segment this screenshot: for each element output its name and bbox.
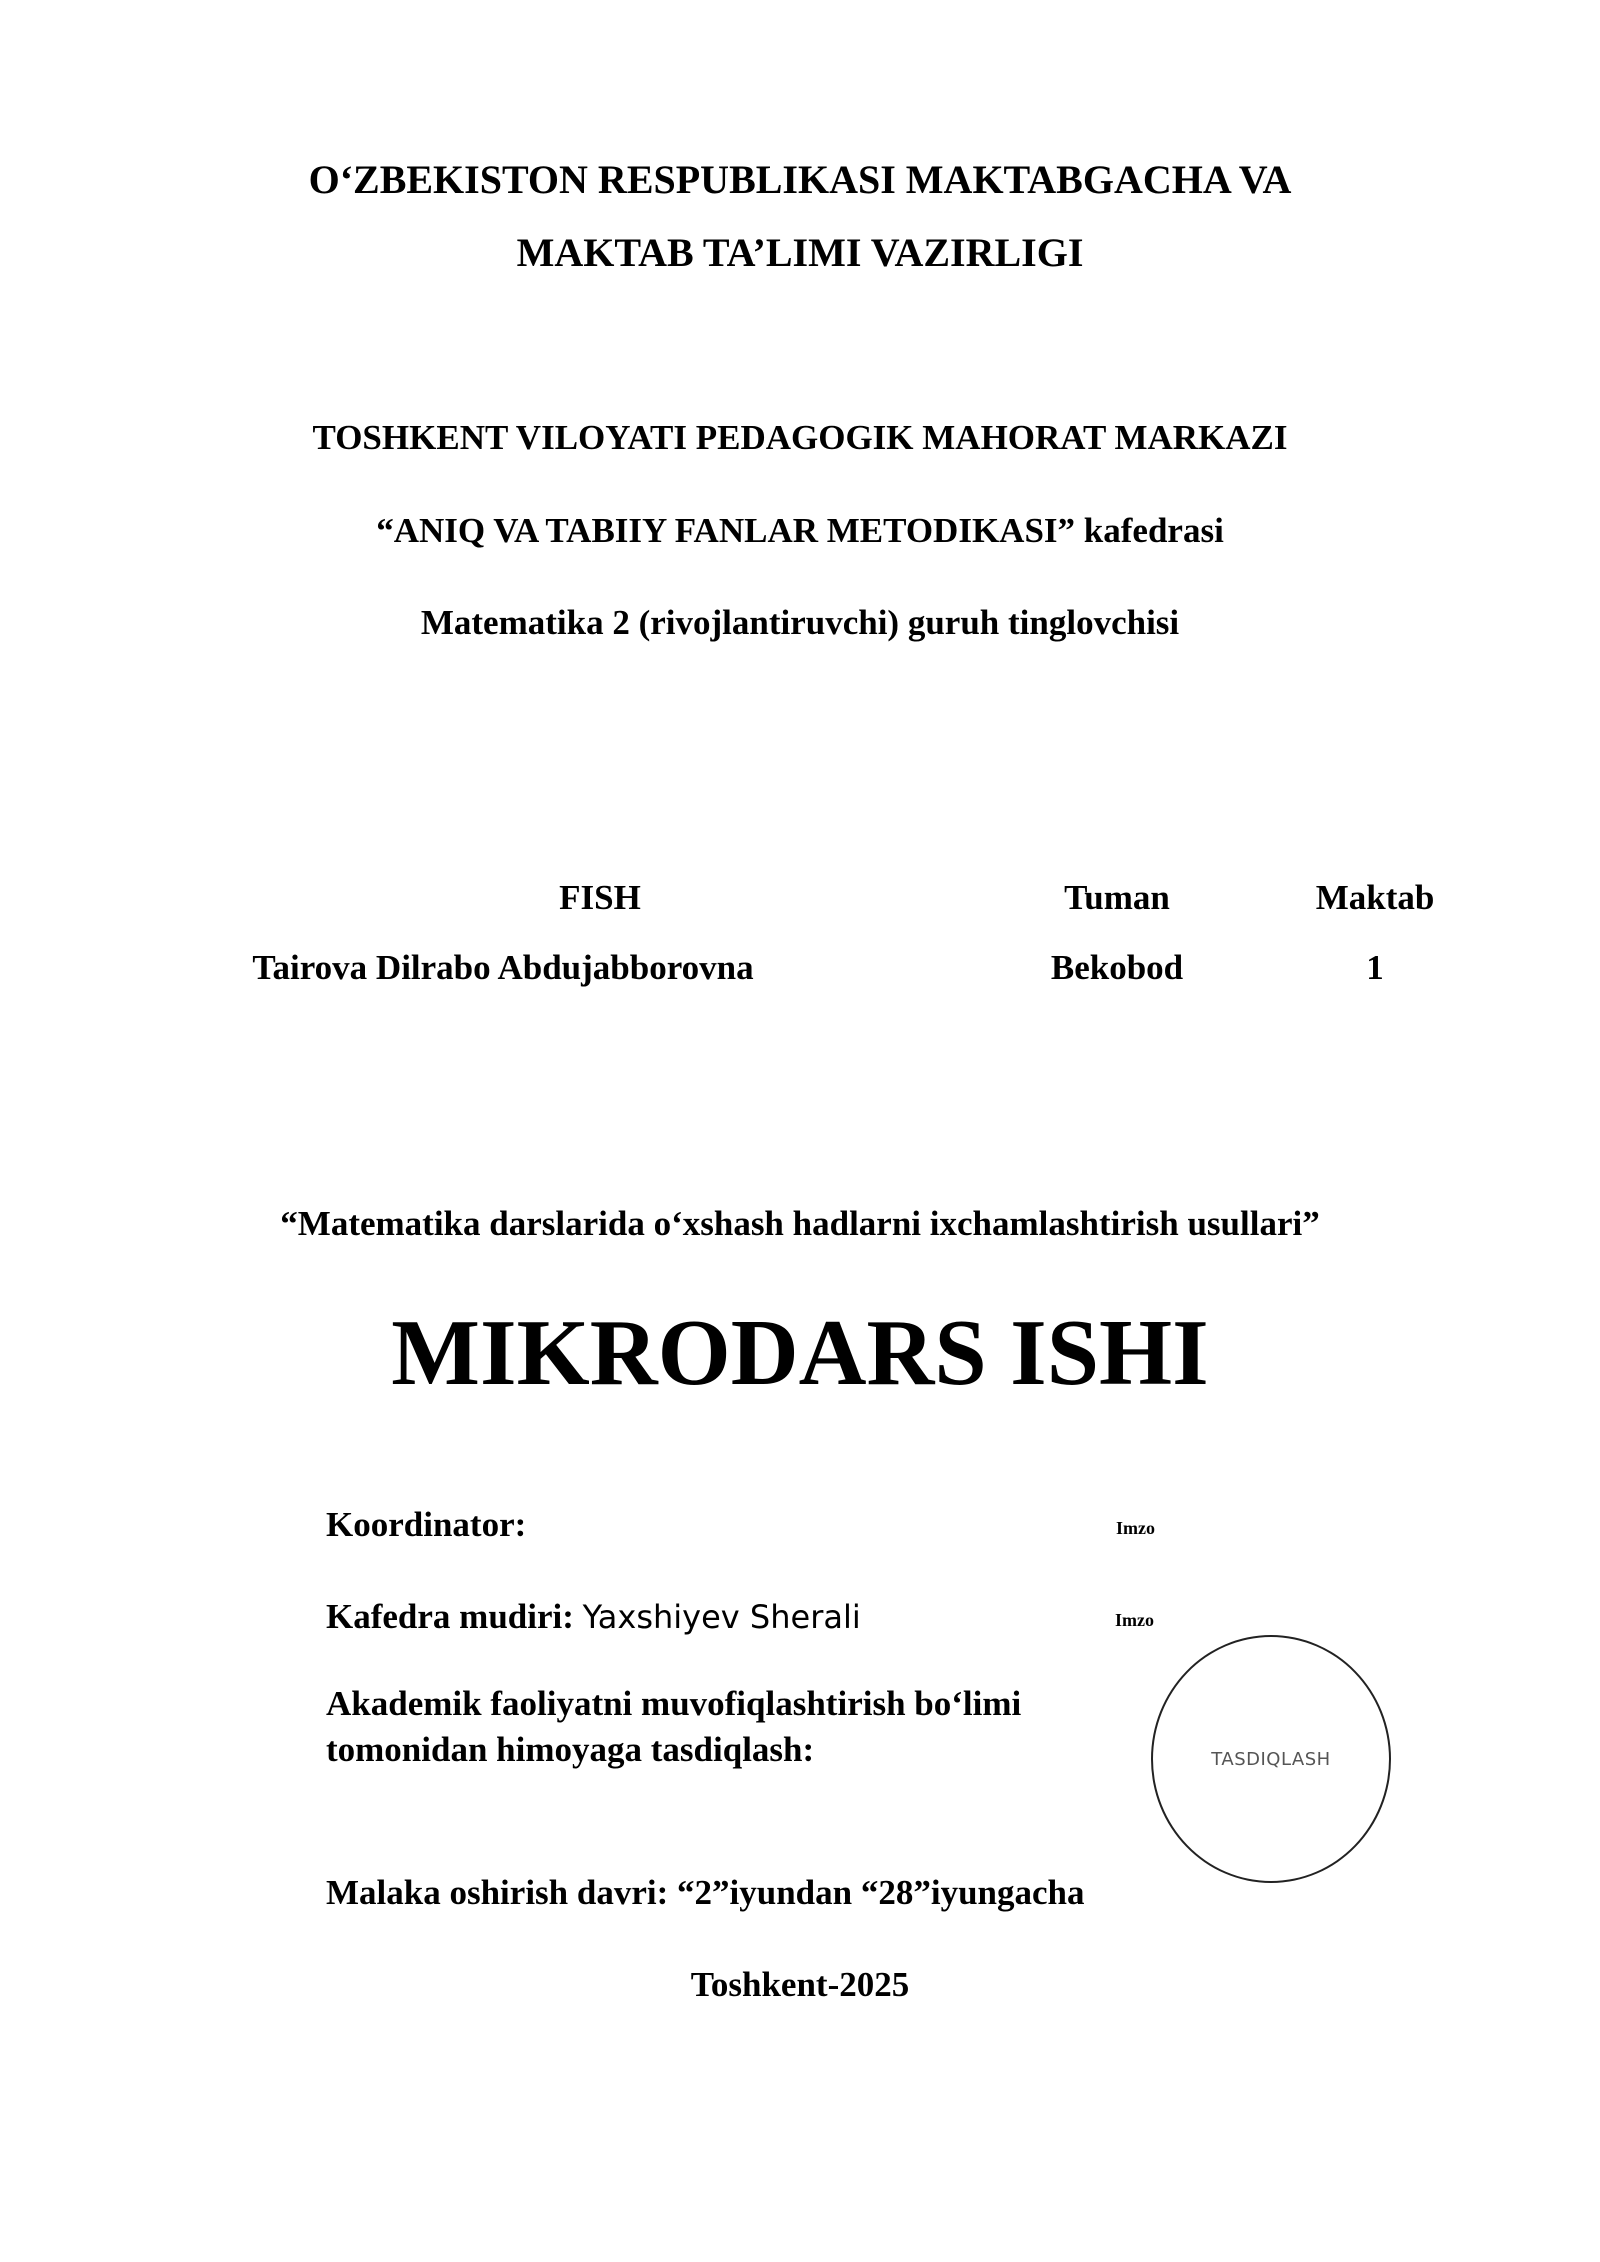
header-maktab: Maktab [1315,878,1435,917]
place-year: Toshkent-2025 [690,1965,910,2004]
cell-tuman: Bekobod [1050,948,1184,987]
center-name: TOSHKENT VILOYATI PEDAGOGIK MAHORAT MARKAZI [312,418,1288,457]
akademik-line1: Akademik faoliyatni muvofiqlashtirish bo‘limi [326,1684,1022,1723]
kafedra-mudiri-label: Kafedra mudiri: [326,1597,574,1636]
document-title: MIKRODARS ISHI [391,1301,1209,1405]
topic-title: “Matematika darslarida o‘xshash hadlarni ixchamlashtirish usullari” [280,1204,1320,1243]
koordinator-label: Koordinator: [326,1505,527,1544]
group-name: Matematika 2 (rivojlantiruvchi) guruh tinglovchisi [420,603,1180,642]
header-tuman: Tuman [1064,878,1170,917]
akademik-approval [326,1681,1021,1773]
cell-maktab: 1 [1366,948,1384,987]
kafedra-mudiri-name: Yaxshiyev Sherali [582,1598,861,1636]
training-period: Malaka oshirish davri: “2”iyundan “28”iyungacha [326,1873,1085,1912]
cell-fish: Tairova Dilrabo Abdujabborovna [252,948,754,987]
ministry-heading-line2: MAKTAB TA’LIMI VAZIRLIGI [516,230,1084,275]
ministry-heading-line1: O‘ZBEKISTON RESPUBLIKASI MAKTABGACHA VA [308,157,1292,202]
header-fish: FISH [559,878,641,917]
kafedra-signature-label: Imzo [1115,1610,1154,1630]
department-name: “ANIQ VA TABIIY FANLAR METODIKASI” kafedrasi [376,511,1224,550]
approval-stamp [1151,1635,1391,1883]
koordinator-signature-label: Imzo [1116,1518,1155,1538]
akademik-line2: tomonidan himoyaga tasdiqlash: [326,1730,815,1769]
kafedra-mudiri-row [326,1597,861,1637]
stamp-text: TASDIQLASH [1211,1748,1331,1770]
